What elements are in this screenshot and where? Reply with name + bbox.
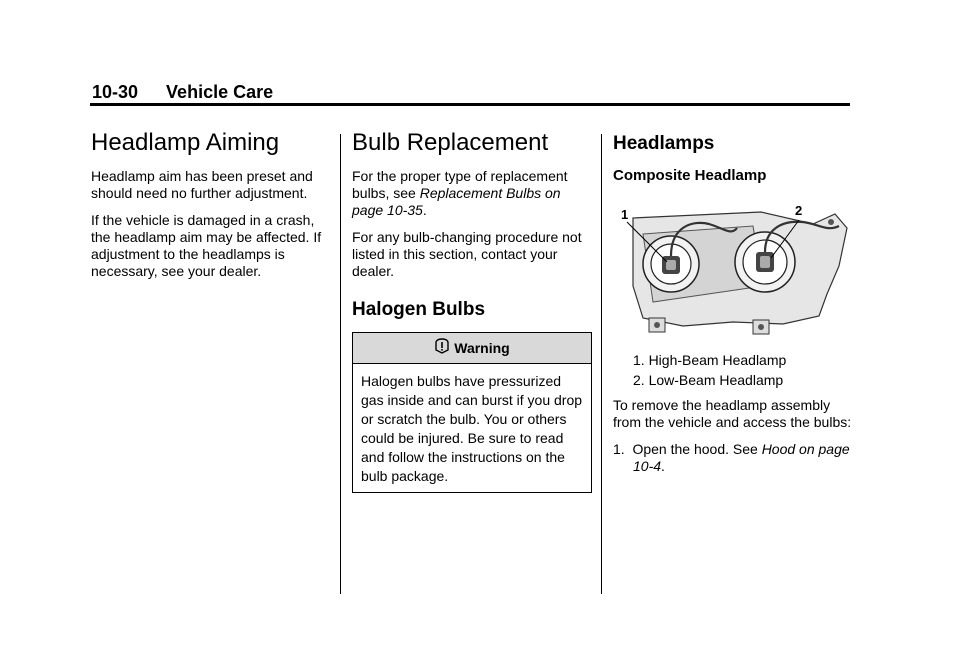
punctuation: . (422, 202, 427, 218)
callout-item: 1. High-Beam Headlamp (633, 352, 787, 368)
column-1 (91, 124, 331, 290)
punctuation: . (661, 458, 665, 474)
page-number: 10-30 (92, 82, 139, 102)
composite-headlamp-heading: Composite Headlamp (613, 167, 767, 184)
bulb-replacement-heading: Bulb Replacement (352, 129, 549, 156)
callout-item: 2. Low-Beam Headlamp (633, 372, 784, 388)
headlamp-illustration (613, 203, 849, 346)
column-2 (352, 124, 592, 493)
warning-body: Halogen bulbs have pressurized gas inside and can burst if you drop or scratch the bulb. You or others could be injured. Be sure to read and follow the instructions on the bulb package. (361, 373, 583, 484)
column-divider-1 (340, 134, 341, 594)
callout-label-2: 2 (795, 203, 803, 218)
step-number: 1. (613, 441, 625, 457)
paragraph: If the vehicle is damaged in a crash, the headlamp aim may be affected. If adjustment to the headlamps is necessary, see your dealer. (91, 212, 322, 279)
section-title: Vehicle Care (166, 82, 274, 102)
headlamps-heading: Headlamps (613, 133, 715, 154)
paragraph (352, 168, 592, 219)
warning-icon (434, 334, 450, 364)
header-rule (90, 103, 850, 106)
callout-label-1: 1 (621, 207, 629, 222)
warning-title: Warning (454, 340, 510, 356)
column-divider-2 (601, 134, 602, 594)
cross-reference-link[interactable]: Hood on page 10-4 (633, 441, 850, 474)
callout-list (633, 352, 853, 389)
paragraph-text: For the proper type of replacement bulbs, see (352, 168, 568, 201)
step-text: Open the hood. See (632, 441, 762, 457)
paragraph: Headlamp aim has been preset and should need no further adjustment. (91, 168, 313, 201)
page-header (92, 82, 273, 103)
column-3 (613, 124, 853, 475)
headlamp-aiming-heading: Headlamp Aiming (91, 129, 280, 156)
steps-list (613, 441, 853, 475)
cross-reference-link[interactable]: Replacement Bulbs on page 10-35 (352, 185, 561, 218)
halogen-bulbs-heading: Halogen Bulbs (352, 299, 486, 320)
paragraph: To remove the headlamp assembly from the vehicle and access the bulbs: (613, 397, 852, 430)
step-item (613, 441, 853, 475)
paragraph: For any bulb-changing procedure not listed in this section, contact your dealer. (352, 229, 582, 279)
warning-header (353, 333, 591, 364)
warning-box (352, 332, 592, 493)
